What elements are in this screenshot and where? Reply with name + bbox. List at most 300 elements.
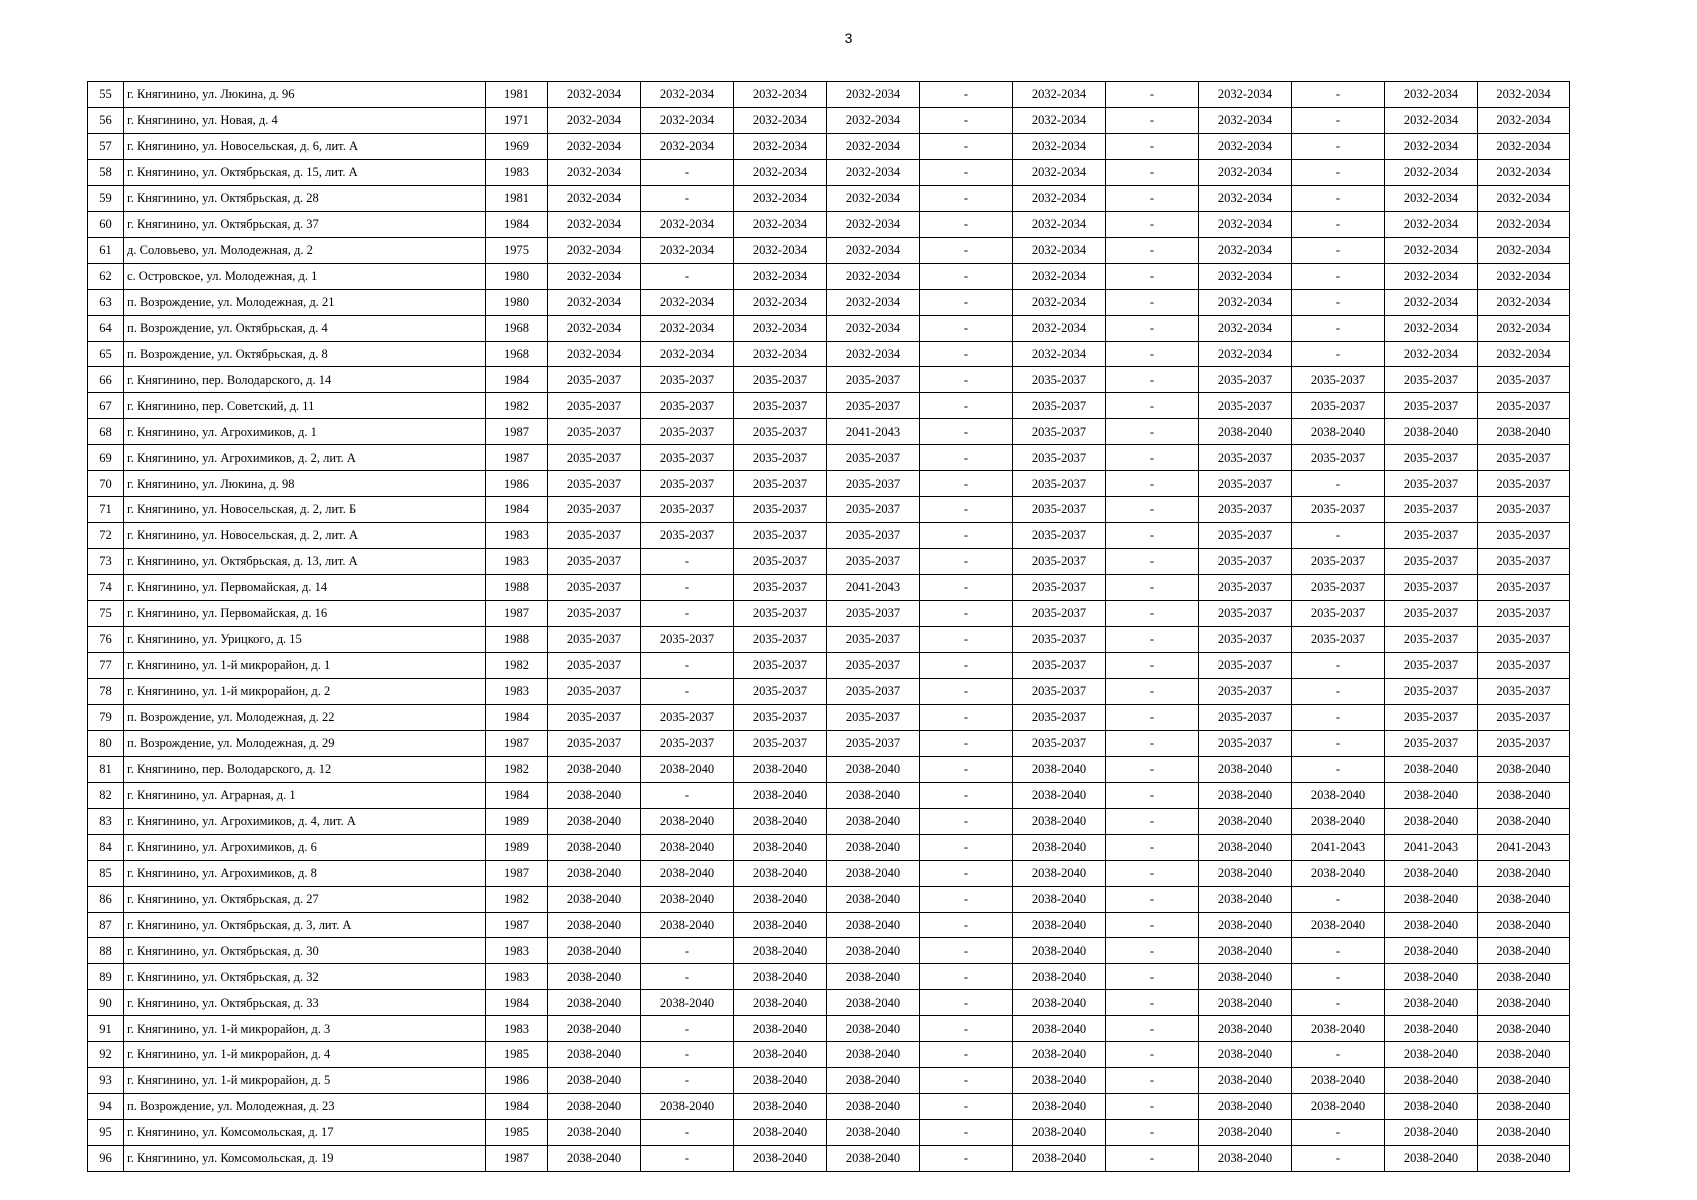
cell-year-built: 1982 xyxy=(486,886,548,912)
cell-period-4: 2038-2040 xyxy=(827,808,920,834)
cell-period-9: - xyxy=(1292,159,1385,185)
cell-row-number: 85 xyxy=(88,860,124,886)
cell-period-6: 2038-2040 xyxy=(1013,938,1106,964)
cell-period-3: 2032-2034 xyxy=(734,211,827,237)
cell-address: г. Княгинино, ул. Новосельская, д. 2, лит. Б xyxy=(124,497,486,523)
cell-period-3: 2038-2040 xyxy=(734,1094,827,1120)
cell-period-3: 2035-2037 xyxy=(734,419,827,445)
cell-period-10: 2035-2037 xyxy=(1385,730,1478,756)
cell-period-10: 2035-2037 xyxy=(1385,678,1478,704)
cell-row-number: 58 xyxy=(88,159,124,185)
cell-row-number: 70 xyxy=(88,471,124,497)
cell-period-3: 2035-2037 xyxy=(734,445,827,471)
cell-period-5: - xyxy=(920,341,1013,367)
cell-row-number: 82 xyxy=(88,782,124,808)
cell-period-2: - xyxy=(641,575,734,601)
cell-period-8: 2032-2034 xyxy=(1199,237,1292,263)
cell-period-5: - xyxy=(920,107,1013,133)
table-row xyxy=(88,445,1570,471)
cell-period-7: - xyxy=(1106,860,1199,886)
cell-period-11: 2035-2037 xyxy=(1478,652,1570,678)
cell-period-10: 2038-2040 xyxy=(1385,782,1478,808)
cell-period-10: 2038-2040 xyxy=(1385,1068,1478,1094)
cell-row-number: 79 xyxy=(88,704,124,730)
cell-period-4: 2035-2037 xyxy=(827,627,920,653)
cell-period-10: 2038-2040 xyxy=(1385,990,1478,1016)
cell-period-10: 2035-2037 xyxy=(1385,575,1478,601)
cell-period-7: - xyxy=(1106,549,1199,575)
cell-period-1: 2032-2034 xyxy=(548,263,641,289)
cell-period-7: - xyxy=(1106,1094,1199,1120)
cell-period-7: - xyxy=(1106,367,1199,393)
cell-period-11: 2035-2037 xyxy=(1478,627,1570,653)
cell-address: г. Княгинино, ул. 1-й микрорайон, д. 4 xyxy=(124,1042,486,1068)
cell-period-4: 2035-2037 xyxy=(827,678,920,704)
table-row xyxy=(88,82,1570,108)
table-row xyxy=(88,237,1570,263)
cell-period-8: 2035-2037 xyxy=(1199,523,1292,549)
cell-period-10: 2038-2040 xyxy=(1385,938,1478,964)
cell-period-11: 2035-2037 xyxy=(1478,445,1570,471)
cell-period-9: 2035-2037 xyxy=(1292,575,1385,601)
cell-period-4: 2035-2037 xyxy=(827,704,920,730)
cell-period-6: 2032-2034 xyxy=(1013,211,1106,237)
cell-period-2: 2035-2037 xyxy=(641,627,734,653)
cell-period-6: 2035-2037 xyxy=(1013,678,1106,704)
cell-row-number: 86 xyxy=(88,886,124,912)
cell-row-number: 64 xyxy=(88,315,124,341)
cell-period-4: 2032-2034 xyxy=(827,159,920,185)
table-row xyxy=(88,315,1570,341)
cell-address: г. Княгинино, ул. Первомайская, д. 14 xyxy=(124,575,486,601)
cell-row-number: 73 xyxy=(88,549,124,575)
cell-period-7: - xyxy=(1106,1120,1199,1146)
cell-year-built: 1987 xyxy=(486,1146,548,1172)
cell-row-number: 65 xyxy=(88,341,124,367)
table-row xyxy=(88,678,1570,704)
cell-period-8: 2038-2040 xyxy=(1199,808,1292,834)
cell-period-3: 2032-2034 xyxy=(734,315,827,341)
cell-period-10: 2035-2037 xyxy=(1385,523,1478,549)
cell-period-11: 2035-2037 xyxy=(1478,730,1570,756)
cell-address: п. Возрождение, ул. Октябрьская, д. 4 xyxy=(124,315,486,341)
cell-period-3: 2038-2040 xyxy=(734,808,827,834)
cell-period-4: 2038-2040 xyxy=(827,782,920,808)
cell-period-6: 2035-2037 xyxy=(1013,419,1106,445)
cell-period-11: 2038-2040 xyxy=(1478,1016,1570,1042)
cell-period-11: 2038-2040 xyxy=(1478,1120,1570,1146)
cell-period-7: - xyxy=(1106,1068,1199,1094)
cell-period-9: 2035-2037 xyxy=(1292,549,1385,575)
cell-period-10: 2035-2037 xyxy=(1385,471,1478,497)
cell-year-built: 1984 xyxy=(486,367,548,393)
cell-period-9: - xyxy=(1292,730,1385,756)
table-row xyxy=(88,107,1570,133)
cell-period-8: 2035-2037 xyxy=(1199,601,1292,627)
cell-period-11: 2038-2040 xyxy=(1478,886,1570,912)
cell-period-5: - xyxy=(920,523,1013,549)
cell-period-3: 2032-2034 xyxy=(734,159,827,185)
cell-period-7: - xyxy=(1106,886,1199,912)
cell-year-built: 1983 xyxy=(486,964,548,990)
cell-period-7: - xyxy=(1106,107,1199,133)
table-row xyxy=(88,964,1570,990)
cell-period-2: 2038-2040 xyxy=(641,990,734,1016)
cell-period-9: 2035-2037 xyxy=(1292,445,1385,471)
cell-period-5: - xyxy=(920,730,1013,756)
cell-period-8: 2032-2034 xyxy=(1199,341,1292,367)
cell-period-4: 2032-2034 xyxy=(827,315,920,341)
cell-period-7: - xyxy=(1106,211,1199,237)
cell-period-2: 2038-2040 xyxy=(641,886,734,912)
cell-address: п. Возрождение, ул. Молодежная, д. 29 xyxy=(124,730,486,756)
cell-period-4: 2038-2040 xyxy=(827,886,920,912)
cell-period-5: - xyxy=(920,419,1013,445)
table-row xyxy=(88,601,1570,627)
cell-period-2: 2035-2037 xyxy=(641,419,734,445)
cell-address: г. Княгинино, ул. 1-й микрорайон, д. 1 xyxy=(124,652,486,678)
cell-period-1: 2038-2040 xyxy=(548,1146,641,1172)
cell-period-2: 2032-2034 xyxy=(641,107,734,133)
cell-period-1: 2038-2040 xyxy=(548,1120,641,1146)
cell-period-9: 2038-2040 xyxy=(1292,1016,1385,1042)
cell-row-number: 62 xyxy=(88,263,124,289)
cell-period-9: - xyxy=(1292,964,1385,990)
cell-period-10: 2038-2040 xyxy=(1385,1042,1478,1068)
cell-period-3: 2035-2037 xyxy=(734,601,827,627)
cell-period-7: - xyxy=(1106,912,1199,938)
cell-year-built: 1980 xyxy=(486,263,548,289)
cell-period-11: 2038-2040 xyxy=(1478,756,1570,782)
cell-row-number: 87 xyxy=(88,912,124,938)
cell-period-7: - xyxy=(1106,808,1199,834)
cell-period-5: - xyxy=(920,964,1013,990)
table-row xyxy=(88,886,1570,912)
cell-period-5: - xyxy=(920,289,1013,315)
cell-address: п. Возрождение, ул. Молодежная, д. 21 xyxy=(124,289,486,315)
cell-period-7: - xyxy=(1106,938,1199,964)
cell-period-1: 2032-2034 xyxy=(548,107,641,133)
cell-row-number: 81 xyxy=(88,756,124,782)
cell-period-7: - xyxy=(1106,289,1199,315)
table-row xyxy=(88,808,1570,834)
cell-period-11: 2035-2037 xyxy=(1478,367,1570,393)
cell-period-1: 2038-2040 xyxy=(548,964,641,990)
cell-period-1: 2035-2037 xyxy=(548,393,641,419)
cell-row-number: 66 xyxy=(88,367,124,393)
cell-period-5: - xyxy=(920,315,1013,341)
cell-year-built: 1982 xyxy=(486,756,548,782)
cell-address: г. Княгинино, ул. Октябрьская, д. 13, лит. А xyxy=(124,549,486,575)
cell-address: г. Княгинино, ул. Агрохимиков, д. 4, лит. А xyxy=(124,808,486,834)
cell-address: г. Княгинино, ул. Октябрьская, д. 27 xyxy=(124,886,486,912)
cell-period-4: 2038-2040 xyxy=(827,1016,920,1042)
table-row xyxy=(88,497,1570,523)
cell-period-6: 2035-2037 xyxy=(1013,575,1106,601)
cell-row-number: 89 xyxy=(88,964,124,990)
cell-period-9: 2035-2037 xyxy=(1292,367,1385,393)
table-row xyxy=(88,912,1570,938)
cell-period-7: - xyxy=(1106,497,1199,523)
cell-period-3: 2038-2040 xyxy=(734,938,827,964)
cell-row-number: 57 xyxy=(88,133,124,159)
cell-row-number: 80 xyxy=(88,730,124,756)
cell-period-3: 2032-2034 xyxy=(734,133,827,159)
cell-year-built: 1988 xyxy=(486,575,548,601)
cell-address: д. Соловьево, ул. Молодежная, д. 2 xyxy=(124,237,486,263)
cell-year-built: 1983 xyxy=(486,938,548,964)
cell-period-8: 2032-2034 xyxy=(1199,107,1292,133)
cell-period-10: 2038-2040 xyxy=(1385,808,1478,834)
table-row xyxy=(88,730,1570,756)
cell-period-2: 2032-2034 xyxy=(641,211,734,237)
cell-row-number: 91 xyxy=(88,1016,124,1042)
table-row xyxy=(88,834,1570,860)
cell-period-4: 2038-2040 xyxy=(827,938,920,964)
cell-period-1: 2035-2037 xyxy=(548,471,641,497)
table-row xyxy=(88,159,1570,185)
cell-address: г. Княгинино, ул. Новосельская, д. 6, лит. А xyxy=(124,133,486,159)
cell-period-2: 2032-2034 xyxy=(641,341,734,367)
cell-period-3: 2032-2034 xyxy=(734,263,827,289)
cell-address: г. Княгинино, ул. Новосельская, д. 2, лит. А xyxy=(124,523,486,549)
cell-row-number: 83 xyxy=(88,808,124,834)
cell-period-1: 2038-2040 xyxy=(548,756,641,782)
cell-period-11: 2035-2037 xyxy=(1478,523,1570,549)
cell-address: г. Княгинино, ул. 1-й микрорайон, д. 3 xyxy=(124,1016,486,1042)
cell-period-1: 2032-2034 xyxy=(548,237,641,263)
cell-period-8: 2038-2040 xyxy=(1199,756,1292,782)
cell-period-8: 2035-2037 xyxy=(1199,497,1292,523)
cell-period-7: - xyxy=(1106,1146,1199,1172)
cell-row-number: 76 xyxy=(88,627,124,653)
cell-period-2: 2038-2040 xyxy=(641,756,734,782)
cell-period-6: 2032-2034 xyxy=(1013,133,1106,159)
cell-period-1: 2038-2040 xyxy=(548,912,641,938)
cell-row-number: 72 xyxy=(88,523,124,549)
cell-period-4: 2038-2040 xyxy=(827,1146,920,1172)
cell-period-11: 2038-2040 xyxy=(1478,990,1570,1016)
cell-period-6: 2035-2037 xyxy=(1013,627,1106,653)
cell-period-6: 2032-2034 xyxy=(1013,289,1106,315)
cell-address: г. Княгинино, ул. Комсомольская, д. 19 xyxy=(124,1146,486,1172)
cell-period-3: 2035-2037 xyxy=(734,549,827,575)
cell-year-built: 1980 xyxy=(486,289,548,315)
cell-address: г. Княгинино, ул. Новая, д. 4 xyxy=(124,107,486,133)
cell-period-10: 2032-2034 xyxy=(1385,159,1478,185)
cell-period-8: 2035-2037 xyxy=(1199,678,1292,704)
cell-period-3: 2038-2040 xyxy=(734,886,827,912)
cell-period-9: - xyxy=(1292,704,1385,730)
cell-period-11: 2032-2034 xyxy=(1478,263,1570,289)
cell-period-8: 2032-2034 xyxy=(1199,263,1292,289)
cell-period-1: 2032-2034 xyxy=(548,159,641,185)
cell-period-7: - xyxy=(1106,419,1199,445)
cell-period-8: 2035-2037 xyxy=(1199,704,1292,730)
cell-period-11: 2035-2037 xyxy=(1478,575,1570,601)
cell-row-number: 96 xyxy=(88,1146,124,1172)
cell-year-built: 1971 xyxy=(486,107,548,133)
cell-row-number: 55 xyxy=(88,82,124,108)
cell-year-built: 1987 xyxy=(486,445,548,471)
cell-period-1: 2038-2040 xyxy=(548,938,641,964)
cell-year-built: 1982 xyxy=(486,393,548,419)
cell-period-4: 2032-2034 xyxy=(827,341,920,367)
cell-period-4: 2038-2040 xyxy=(827,1068,920,1094)
cell-period-1: 2038-2040 xyxy=(548,860,641,886)
cell-period-6: 2035-2037 xyxy=(1013,549,1106,575)
cell-period-9: 2035-2037 xyxy=(1292,393,1385,419)
cell-period-7: - xyxy=(1106,964,1199,990)
cell-period-3: 2038-2040 xyxy=(734,964,827,990)
cell-period-5: - xyxy=(920,497,1013,523)
cell-period-10: 2041-2043 xyxy=(1385,834,1478,860)
table-row xyxy=(88,263,1570,289)
cell-period-2: - xyxy=(641,652,734,678)
cell-period-8: 2038-2040 xyxy=(1199,912,1292,938)
cell-period-1: 2035-2037 xyxy=(548,497,641,523)
cell-period-7: - xyxy=(1106,393,1199,419)
cell-period-7: - xyxy=(1106,341,1199,367)
cell-year-built: 1988 xyxy=(486,627,548,653)
cell-period-1: 2032-2034 xyxy=(548,315,641,341)
cell-row-number: 84 xyxy=(88,834,124,860)
cell-period-11: 2032-2034 xyxy=(1478,159,1570,185)
cell-period-6: 2032-2034 xyxy=(1013,107,1106,133)
cell-period-6: 2038-2040 xyxy=(1013,1016,1106,1042)
cell-period-2: - xyxy=(641,1016,734,1042)
table-row xyxy=(88,289,1570,315)
cell-period-5: - xyxy=(920,471,1013,497)
cell-period-6: 2038-2040 xyxy=(1013,964,1106,990)
cell-period-1: 2032-2034 xyxy=(548,185,641,211)
cell-period-3: 2035-2037 xyxy=(734,523,827,549)
cell-period-9: - xyxy=(1292,289,1385,315)
table-row xyxy=(88,523,1570,549)
cell-period-7: - xyxy=(1106,1016,1199,1042)
cell-period-5: - xyxy=(920,886,1013,912)
cell-period-7: - xyxy=(1106,523,1199,549)
cell-period-8: 2038-2040 xyxy=(1199,1042,1292,1068)
table-row xyxy=(88,756,1570,782)
cell-period-8: 2038-2040 xyxy=(1199,1016,1292,1042)
cell-period-9: - xyxy=(1292,471,1385,497)
cell-period-11: 2038-2040 xyxy=(1478,808,1570,834)
cell-period-4: 2035-2037 xyxy=(827,497,920,523)
cell-period-3: 2035-2037 xyxy=(734,393,827,419)
cell-period-11: 2032-2034 xyxy=(1478,133,1570,159)
cell-period-4: 2038-2040 xyxy=(827,1120,920,1146)
cell-period-9: - xyxy=(1292,1042,1385,1068)
cell-address: г. Княгинино, ул. Аграрная, д. 1 xyxy=(124,782,486,808)
cell-period-9: - xyxy=(1292,938,1385,964)
cell-period-9: - xyxy=(1292,211,1385,237)
cell-period-10: 2035-2037 xyxy=(1385,627,1478,653)
cell-period-10: 2035-2037 xyxy=(1385,367,1478,393)
cell-year-built: 1983 xyxy=(486,678,548,704)
cell-period-9: - xyxy=(1292,1146,1385,1172)
cell-period-8: 2038-2040 xyxy=(1199,834,1292,860)
cell-period-10: 2035-2037 xyxy=(1385,601,1478,627)
cell-period-1: 2035-2037 xyxy=(548,704,641,730)
cell-year-built: 1987 xyxy=(486,860,548,886)
cell-period-4: 2032-2034 xyxy=(827,185,920,211)
cell-period-7: - xyxy=(1106,782,1199,808)
cell-period-3: 2038-2040 xyxy=(734,1120,827,1146)
cell-period-4: 2032-2034 xyxy=(827,237,920,263)
cell-period-5: - xyxy=(920,912,1013,938)
cell-period-8: 2038-2040 xyxy=(1199,990,1292,1016)
cell-row-number: 75 xyxy=(88,601,124,627)
cell-period-1: 2038-2040 xyxy=(548,782,641,808)
cell-period-9: - xyxy=(1292,990,1385,1016)
cell-period-3: 2035-2037 xyxy=(734,704,827,730)
cell-year-built: 1985 xyxy=(486,1120,548,1146)
cell-period-10: 2032-2034 xyxy=(1385,185,1478,211)
cell-period-6: 2032-2034 xyxy=(1013,263,1106,289)
cell-period-5: - xyxy=(920,445,1013,471)
cell-row-number: 68 xyxy=(88,419,124,445)
cell-year-built: 1984 xyxy=(486,782,548,808)
cell-period-4: 2038-2040 xyxy=(827,834,920,860)
cell-year-built: 1981 xyxy=(486,185,548,211)
cell-year-built: 1986 xyxy=(486,1068,548,1094)
cell-period-1: 2038-2040 xyxy=(548,834,641,860)
table-row xyxy=(88,133,1570,159)
cell-period-6: 2035-2037 xyxy=(1013,704,1106,730)
cell-address: с. Островское, ул. Молодежная, д. 1 xyxy=(124,263,486,289)
cell-period-4: 2032-2034 xyxy=(827,211,920,237)
cell-period-2: 2035-2037 xyxy=(641,471,734,497)
cell-period-2: 2032-2034 xyxy=(641,315,734,341)
table-row xyxy=(88,549,1570,575)
cell-period-7: - xyxy=(1106,185,1199,211)
cell-period-3: 2032-2034 xyxy=(734,289,827,315)
cell-period-9: 2038-2040 xyxy=(1292,1094,1385,1120)
cell-period-10: 2032-2034 xyxy=(1385,315,1478,341)
cell-period-10: 2032-2034 xyxy=(1385,263,1478,289)
cell-period-2: - xyxy=(641,159,734,185)
cell-period-1: 2035-2037 xyxy=(548,419,641,445)
cell-period-6: 2038-2040 xyxy=(1013,1146,1106,1172)
cell-period-7: - xyxy=(1106,704,1199,730)
cell-address: г. Княгинино, ул. Люкина, д. 98 xyxy=(124,471,486,497)
cell-period-4: 2035-2037 xyxy=(827,549,920,575)
table-row xyxy=(88,652,1570,678)
cell-year-built: 1984 xyxy=(486,990,548,1016)
cell-address: г. Княгинино, пер. Володарского, д. 12 xyxy=(124,756,486,782)
cell-period-1: 2035-2037 xyxy=(548,367,641,393)
cell-period-2: 2038-2040 xyxy=(641,834,734,860)
cell-period-3: 2032-2034 xyxy=(734,341,827,367)
cell-period-5: - xyxy=(920,601,1013,627)
cell-period-5: - xyxy=(920,1068,1013,1094)
cell-period-11: 2038-2040 xyxy=(1478,938,1570,964)
cell-period-1: 2032-2034 xyxy=(548,289,641,315)
cell-period-4: 2035-2037 xyxy=(827,471,920,497)
cell-period-1: 2038-2040 xyxy=(548,1068,641,1094)
cell-period-8: 2035-2037 xyxy=(1199,652,1292,678)
cell-address: г. Княгинино, ул. Агрохимиков, д. 6 xyxy=(124,834,486,860)
table-row xyxy=(88,367,1570,393)
table-row xyxy=(88,211,1570,237)
cell-period-2: 2032-2034 xyxy=(641,289,734,315)
cell-period-3: 2038-2040 xyxy=(734,990,827,1016)
cell-period-6: 2035-2037 xyxy=(1013,471,1106,497)
cell-period-3: 2038-2040 xyxy=(734,860,827,886)
cell-period-3: 2038-2040 xyxy=(734,1146,827,1172)
cell-period-6: 2032-2034 xyxy=(1013,341,1106,367)
